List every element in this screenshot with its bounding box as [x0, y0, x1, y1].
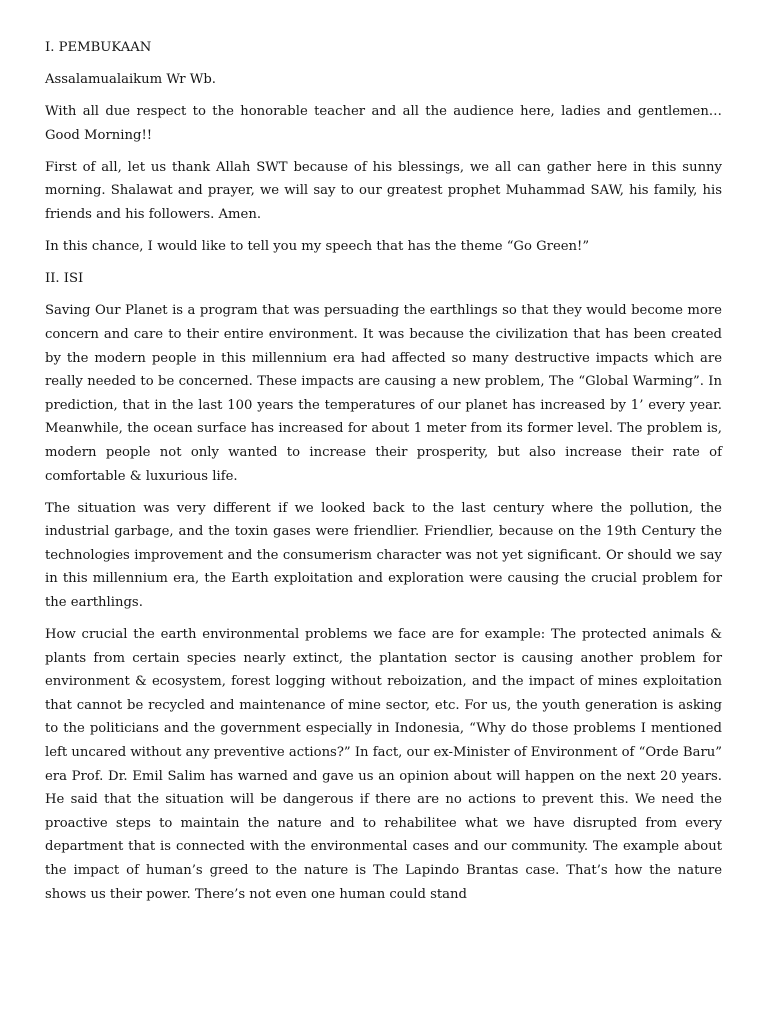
document-page [45, 36, 722, 915]
paragraph-theme: In this chance, I would like to tell you my speech that has the theme “Go Green!” [45, 239, 590, 255]
paragraph-crucial: How crucial the earth environmental problems we face are for example: The protected animals & plants from certain species nearly extinct, the plantation sector is causing another problem for environment & ecosystem, forest logging without reboization, and the impact of mines exploitation that cannot be recycled and maintenance of mine sector, etc. For us, the youth generation is asking to the politicians and the government especially in Indonesia, “Why do those problems I mentioned left uncared without any preventive actions?” In fact, our ex-Minister of Environment of “Orde Baru” era Prof. Dr. Emil Salim has warned and gave us an opinion about will happen on the next 20 years. He said that the situation will be dangerous if there are no actions to prevent this. We need the proactive steps to maintain the nature and to rehabilitee what we have disrupted from every department that is connected with the environmental cases and our community. The example about the impact of human’s greed to the nature is The Lapindo Brantas case. That’s how the nature shows us their power. There’s not even one human could stand [45, 627, 722, 902]
paragraph-respect: With all due respect to the honorable teacher and all the audience here, ladies and gentlemen… Good Morning!! [45, 104, 722, 143]
greeting: Assalamualaikum Wr Wb. [45, 72, 216, 88]
paragraph-thanks: First of all, let us thank Allah SWT because of his blessings, we all can gather here in this sunny morning. Shalawat and prayer, we will say to our greatest prophet Muhammad SAW, his family, his friends and his followers. Amen. [45, 159, 722, 223]
paragraph-situation: The situation was very different if we looked back to the last century where the pollution, the industrial garbage, and the toxin gases were friendlier. Friendlier, because on the 19th Century the technologies improvement and the consumerism character was not yet significant. Or should we say in this millennium era, the Earth exploitation and exploration were causing the crucial problem for the earthlings. [45, 500, 722, 610]
paragraph-planet: Saving Our Planet is a program that was persuading the earthlings so that they would become more concern and care to their entire environment. It was because the civilization that has been created by the modern people in this millennium era had affected so many destructive impacts which are really needed to be concerned. These impacts are causing a new problem, The “Global Warming”. In prediction, that in the last 100 years the temperatures of our planet has increased by 1’ every year. Meanwhile, the ocean surface has increased for about 1 meter from its former level. The problem is, modern people not only wanted to increase their prosperity, but also increase their rate of comfortable & luxurious life. [45, 303, 722, 484]
heading-opening: I. PEMBUKAAN [45, 40, 152, 55]
heading-content: II. ISI [45, 271, 84, 287]
